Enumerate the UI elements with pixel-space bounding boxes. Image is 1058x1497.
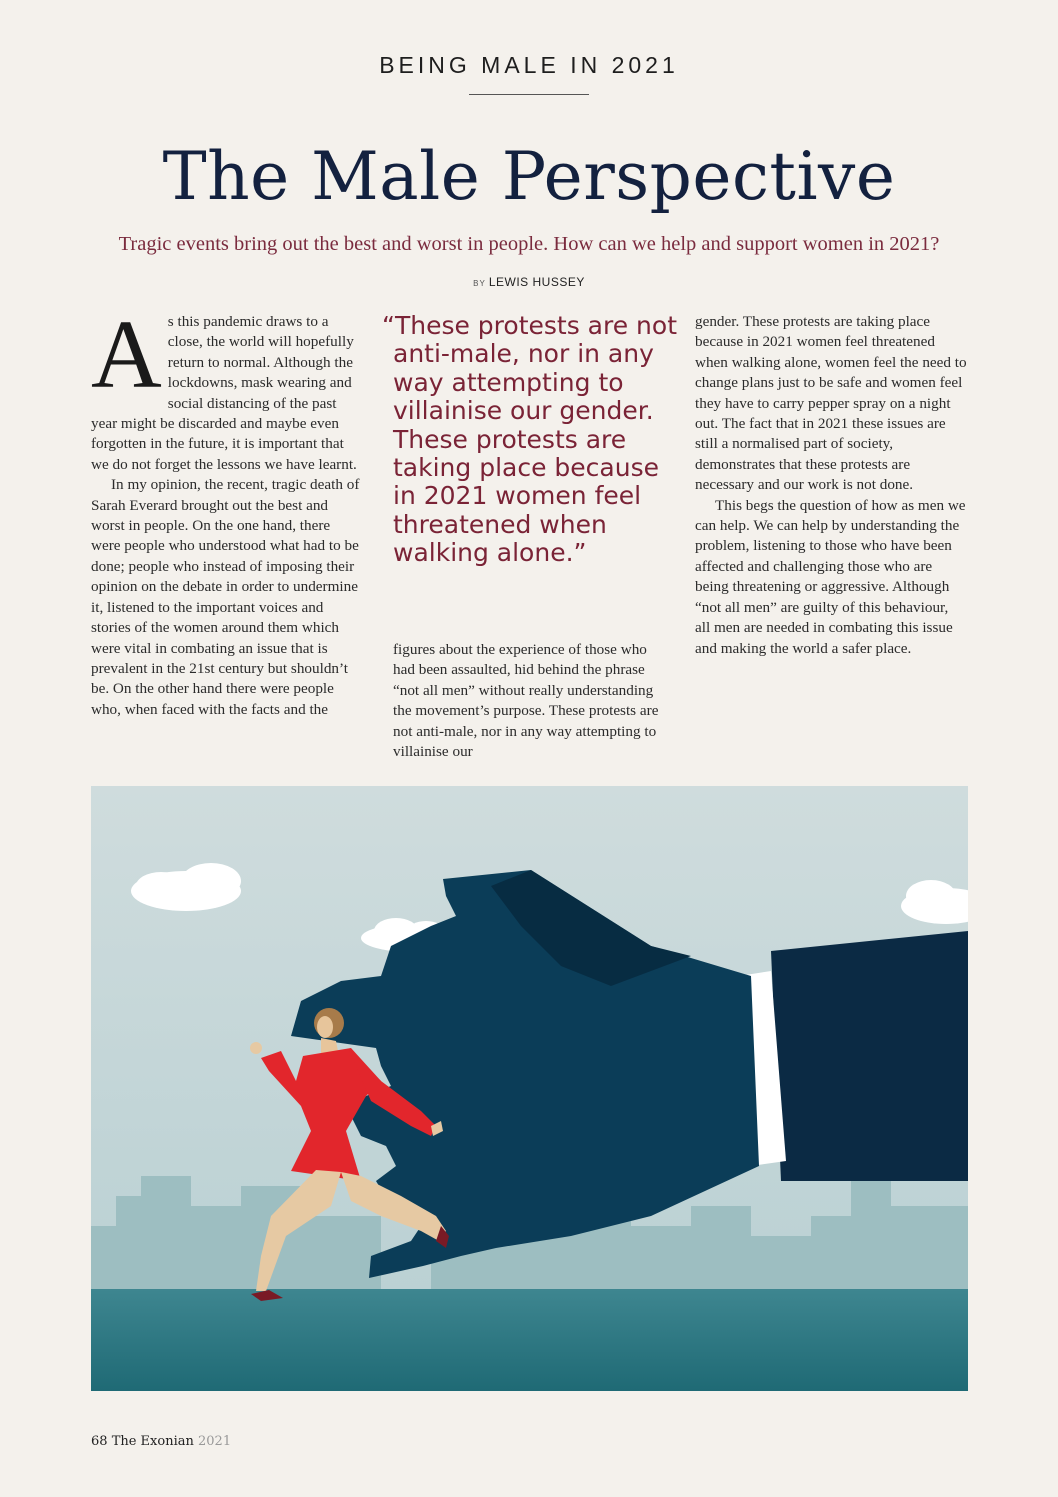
article-column-3 [695, 312, 967, 659]
page-title: The Male Perspective [162, 138, 896, 215]
paragraph: s this pandemic draws to a close, the world will hopefully return to normal. Although the lockdowns, mask wearing and social distancing of the past year might be discarded and maybe even forgotten in the future, it is important that we do not forget the lessons we have learnt. [91, 313, 357, 473]
publication-year: 2021 [198, 1434, 232, 1449]
pull-quote: “These protests are not anti-male, nor in any way attempting to villainise our gender. These protests are taking place because in 2021 women feel threatened when walking alone.” [382, 311, 677, 568]
standfirst: Tragic events bring out the best and worst in people. How can we help and support women in 2021? [118, 233, 940, 255]
publication-name: The Exonian [111, 1434, 194, 1449]
page-footer [91, 1434, 231, 1449]
byline [0, 275, 1058, 289]
author-name: LEWIS HUSSEY [488, 275, 585, 289]
article-column-2 [393, 640, 665, 762]
page-number: 68 [91, 1434, 108, 1449]
paragraph: figures about the experience of those who had been assaulted, hid behind the phrase “not all men” without really understanding the movement’s purpose. These protests are not anti-male, nor in any way attempting to villainise our [393, 641, 659, 761]
paragraph: This begs the question of how as men we can help. We can help by understanding the problem, listening to those who have been affected and challenging those who are being threatening or aggressive. Although “not all men” are guilty of this behaviour, all men are needed in combating this issue and making the world a safer place. [695, 496, 966, 657]
suit-sleeve [771, 931, 968, 1181]
section-label: BEING MALE IN 2021 [379, 52, 679, 78]
title-divider [469, 94, 589, 95]
illustration-hand-grabbing-woman [91, 786, 968, 1391]
paragraph: gender. These protests are taking place because in 2021 women feel threatened when walking alone, women feel the need to change plans just to be safe and women feel they have to carry pepper spray on a night out. The fact that in 2021 these issues are still a normalised part of society, demonstrates that these protests are necessary and our work is not done. [695, 313, 967, 494]
article-column-1 [91, 301, 363, 720]
ground [91, 1289, 968, 1391]
paragraph: In my opinion, the recent, tragic death of Sarah Everard brought out the best and worst in people. On the one hand, there were people who understood what had to be done; people who instead of imposing their opinion on the debate in order to undermine it, listened to the important voices and stories of the women around them which were vital in combating an issue that is prevalent in the 21st century but shouldn’t be. On the other hand there were people who, when faced with the facts and the [91, 476, 360, 718]
byline-prefix: BY [473, 279, 486, 288]
drop-cap: A [91, 301, 162, 409]
